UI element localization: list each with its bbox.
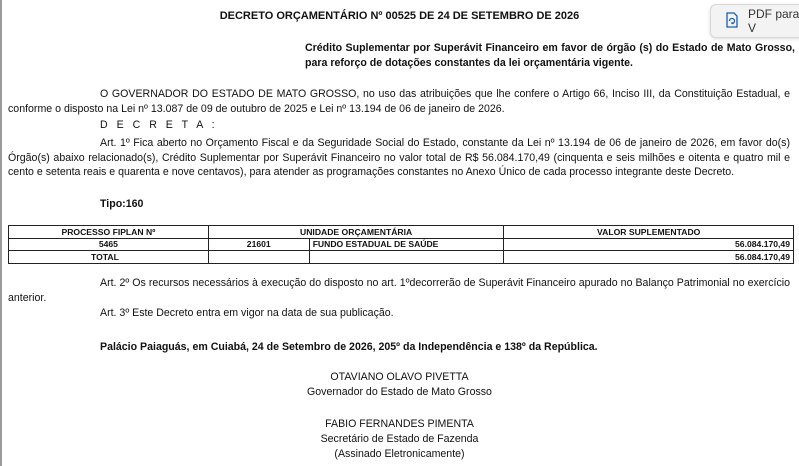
table-header-row [9, 226, 794, 239]
signer2-role: Secretário de Estado de Fazenda [320, 433, 479, 445]
table-row [9, 238, 794, 251]
cell-valor: 56.084.170,49 [504, 238, 794, 251]
signer2-note: (Assinado Eletronicamente) [334, 448, 465, 460]
header-valor: VALOR SUPLEMENTADO [504, 226, 794, 239]
tipo-label: Tipo:160 [100, 198, 144, 210]
pdf-convert-icon [723, 11, 741, 32]
cell-unidade-codigo: 21601 [208, 238, 309, 251]
article-1: Art. 1º Fica aberto no Orçamento Fiscal e da Seguridade Social do Estado, constante da Lei nº 13.194 de 06 de janeiro de 2026, em favor do(s) Órgão(s) abaixo relacionado(s), Crédito Suplementar por Superávit Financeiro no valor total de R$ 56.084.170,49 (cinquenta e seis milhões e oitenta e quatro mil e cento e setenta reais e quarenta e nove centavos), para atender as programações constantes no Anexo Único de cada processo integrante deste Decreto. [8, 137, 790, 178]
cell-unidade-nome: FUNDO ESTADUAL DE SAÚDE [309, 238, 504, 251]
header-unidade: UNIDADE ORÇAMENTÁRIA [208, 226, 504, 239]
supplement-table [8, 225, 794, 264]
decree-title: DECRETO ORÇAMENTÁRIO Nº 00525 DE 24 DE SETEMBRO DE 2026 [219, 10, 580, 22]
table-total-row [9, 251, 794, 264]
signer1-name: OTAVIANO OLAVO PIVETTA [330, 371, 469, 383]
cell-empty-2 [309, 251, 504, 264]
pdf-convert-button[interactable] [710, 4, 799, 38]
signer2-name: FABIO FERNANDES PIMENTA [325, 418, 474, 430]
cell-empty-1 [208, 251, 309, 264]
decree-summary: Crédito Suplementar por Superávit Financeiro em favor de órgão (s) do Estado de Mato Grosso, para reforço de dotações constantes da lei orçamentária vigente. [305, 42, 795, 69]
pdf-convert-label: PDF para V [748, 7, 799, 35]
cell-processo: 5465 [9, 238, 209, 251]
cell-total-label: TOTAL [9, 251, 209, 264]
cell-total-valor: 56.084.170,49 [504, 251, 794, 264]
place-date-line: Palácio Paiaguás, em Cuiabá, 24 de Setembro de 2026, 205º da Independência e 138º da República. [100, 341, 598, 353]
article-3: Art. 3º Este Decreto entra em vigor na data de sua publicação. [100, 307, 394, 319]
article-2: Art. 2º Os recursos necessários à execução do disposto no art. 1ºdecorrerão de Superávit Financeiro apurado no Balanço Patrimonial no exercício anterior. [8, 277, 790, 304]
decreta-heading: D E C R E T A : [100, 119, 218, 131]
signer1-role: Governador do Estado de Mato Grosso [307, 386, 492, 398]
preamble-paragraph: O GOVERNADOR DO ESTADO DE MATO GROSSO, no uso das atribuições que lhe confere o Artigo 66, Inciso III, da Constituição Estadual, e conforme o disposto na Lei nº 13.087 de 09 de outubro de 2025 e Lei nº 13.194 de 06 de janeiro de 2026. [8, 88, 790, 115]
header-processo: PROCESSO FIPLAN Nº [9, 226, 209, 239]
